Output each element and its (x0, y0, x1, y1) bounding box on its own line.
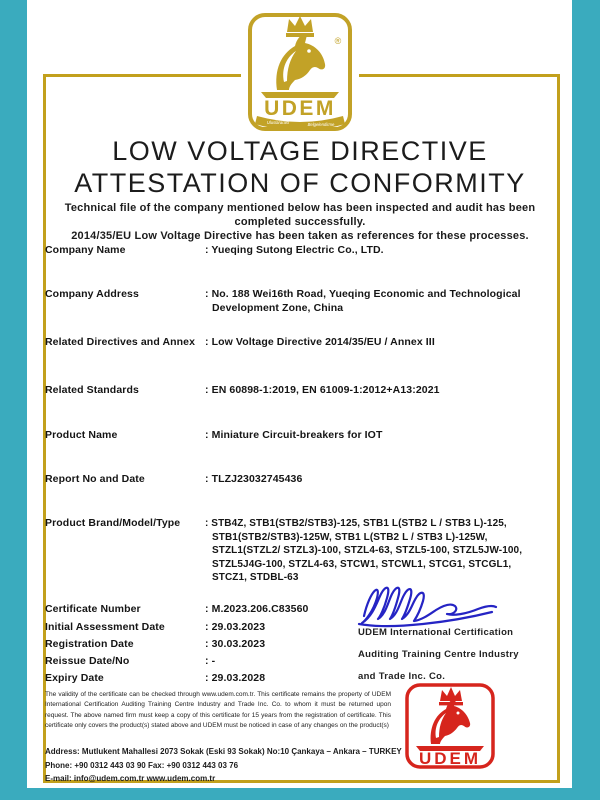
ribbon-text-left: Uluslararası (266, 120, 290, 125)
field-label-related-directives: Related Directives and Annex (45, 336, 196, 348)
fine-print: The validity of the certificate can be checked through www.udem.com.tr. This certificate remains the property of UDEM International Certification Auditing Training Centre Industry and Trade Inc. Co. to whom it must be returned upon request. The above named firm must keep a copy of this certificate for 15 years from the registration of certificate. This certificate only covers the product(s) stated above and UDEM must be noticed in case of any changes on the product(s) (45, 691, 391, 730)
issuer-line-2: Auditing Training Centre Industry (358, 649, 519, 660)
udem-logo (246, 12, 354, 132)
title-line-2: ATTESTATION OF CONFORMITY (74, 168, 526, 198)
field-value-company-name: : Yueqing Sutong Electric Co., LTD. (205, 244, 384, 256)
footer-address: Address: Mutlukent Mahallesi 2073 Sokak (Eski 93 Sokak) No:10 Çankaya – Ankara – TURKEY (45, 747, 402, 756)
field-value-reissue-date: : - (205, 655, 216, 667)
field-label-related-standards: Related Standards (45, 384, 139, 396)
registered-mark: ® (334, 36, 342, 46)
field-label-product-name: Product Name (45, 429, 118, 441)
field-label-expiry-date: Expiry Date (45, 672, 104, 684)
field-label-initial-assessment-date: Initial Assessment Date (45, 621, 165, 633)
field-value-product-brand: : STB4Z, STB1(STB2/STB3)-125, STB1 L(STB2 L / STB3 L)-125, STB1(STB2/STB3)-125W, STB1 L(STB2 L / STB3 L)-125W, STZL1(STZL2/ STZL3)-100, STZL4-63, STZL5-100, STZL5JW-100, STZL5J4G-100, STZL4-63, STCW1, STCWL1, STCG1, STCGL1, STCZ1, STDBL-63 (205, 518, 523, 583)
stamp-brand-text: UDEM (418, 749, 482, 768)
intro-text: Technical file of the company mentioned below has been inspected and audit has been completed successfully. (64, 202, 536, 228)
field-value-initial-assessment-date: : 29.03.2023 (205, 621, 266, 633)
gold-border-top-left (43, 74, 241, 77)
lion-head-icon (276, 35, 325, 90)
field-value-registration-date: : 30.03.2023 (205, 638, 266, 650)
ribbon-text-right: Belgelendirme (307, 122, 335, 127)
field-label-company-name: Company Name (45, 244, 126, 256)
stamp-crown-icon (440, 687, 462, 701)
field-value-related-directives: : Low Voltage Directive 2014/35/EU / Annex III (205, 336, 435, 348)
field-label-reissue-date: Reissue Date/No (45, 655, 130, 667)
footer-email: E-mail: info@udem.com.tr www.udem.com.tr (45, 774, 216, 783)
field-value-related-standards: : EN 60898-1:2019, EN 61009-1:2012+A13:2021 (205, 384, 440, 396)
field-value-report-no: : TLZJ23032745436 (205, 473, 303, 485)
footer-phone: Phone: +90 0312 443 03 90 Fax: +90 0312 443 03 76 (45, 761, 239, 770)
field-label-report-no: Report No and Date (45, 473, 145, 485)
field-value-company-address: : No. 188 Wei16th Road, Yueqing Economic and Technological Development Zone, China (205, 288, 521, 314)
field-value-expiry-date: : 29.03.2028 (205, 672, 266, 684)
field-label-certificate-number: Certificate Number (45, 603, 141, 615)
signature (352, 574, 500, 628)
udem-stamp (404, 682, 496, 770)
gold-border-top-right (359, 74, 557, 77)
crown-icon (287, 16, 313, 32)
title-line-1: LOW VOLTAGE DIRECTIVE (112, 136, 488, 166)
field-label-product-brand: Product Brand/Model/Type (45, 517, 181, 529)
field-label-registration-date: Registration Date (45, 638, 134, 650)
field-label-company-address: Company Address (45, 288, 139, 300)
issuer-line-3: and Trade Inc. Co. (358, 671, 446, 682)
logo-brand-text: UDEM (264, 97, 336, 120)
issuer-line-1: UDEM International Certification (358, 627, 514, 638)
field-value-product-name: : Miniature Circuit-breakers for IOT (205, 429, 383, 441)
field-value-certificate-number: : M.2023.206.C83560 (205, 603, 309, 615)
intro-directive-text: 2014/35/EU Low Voltage Directive has been taken as references for these processes. (71, 230, 529, 242)
